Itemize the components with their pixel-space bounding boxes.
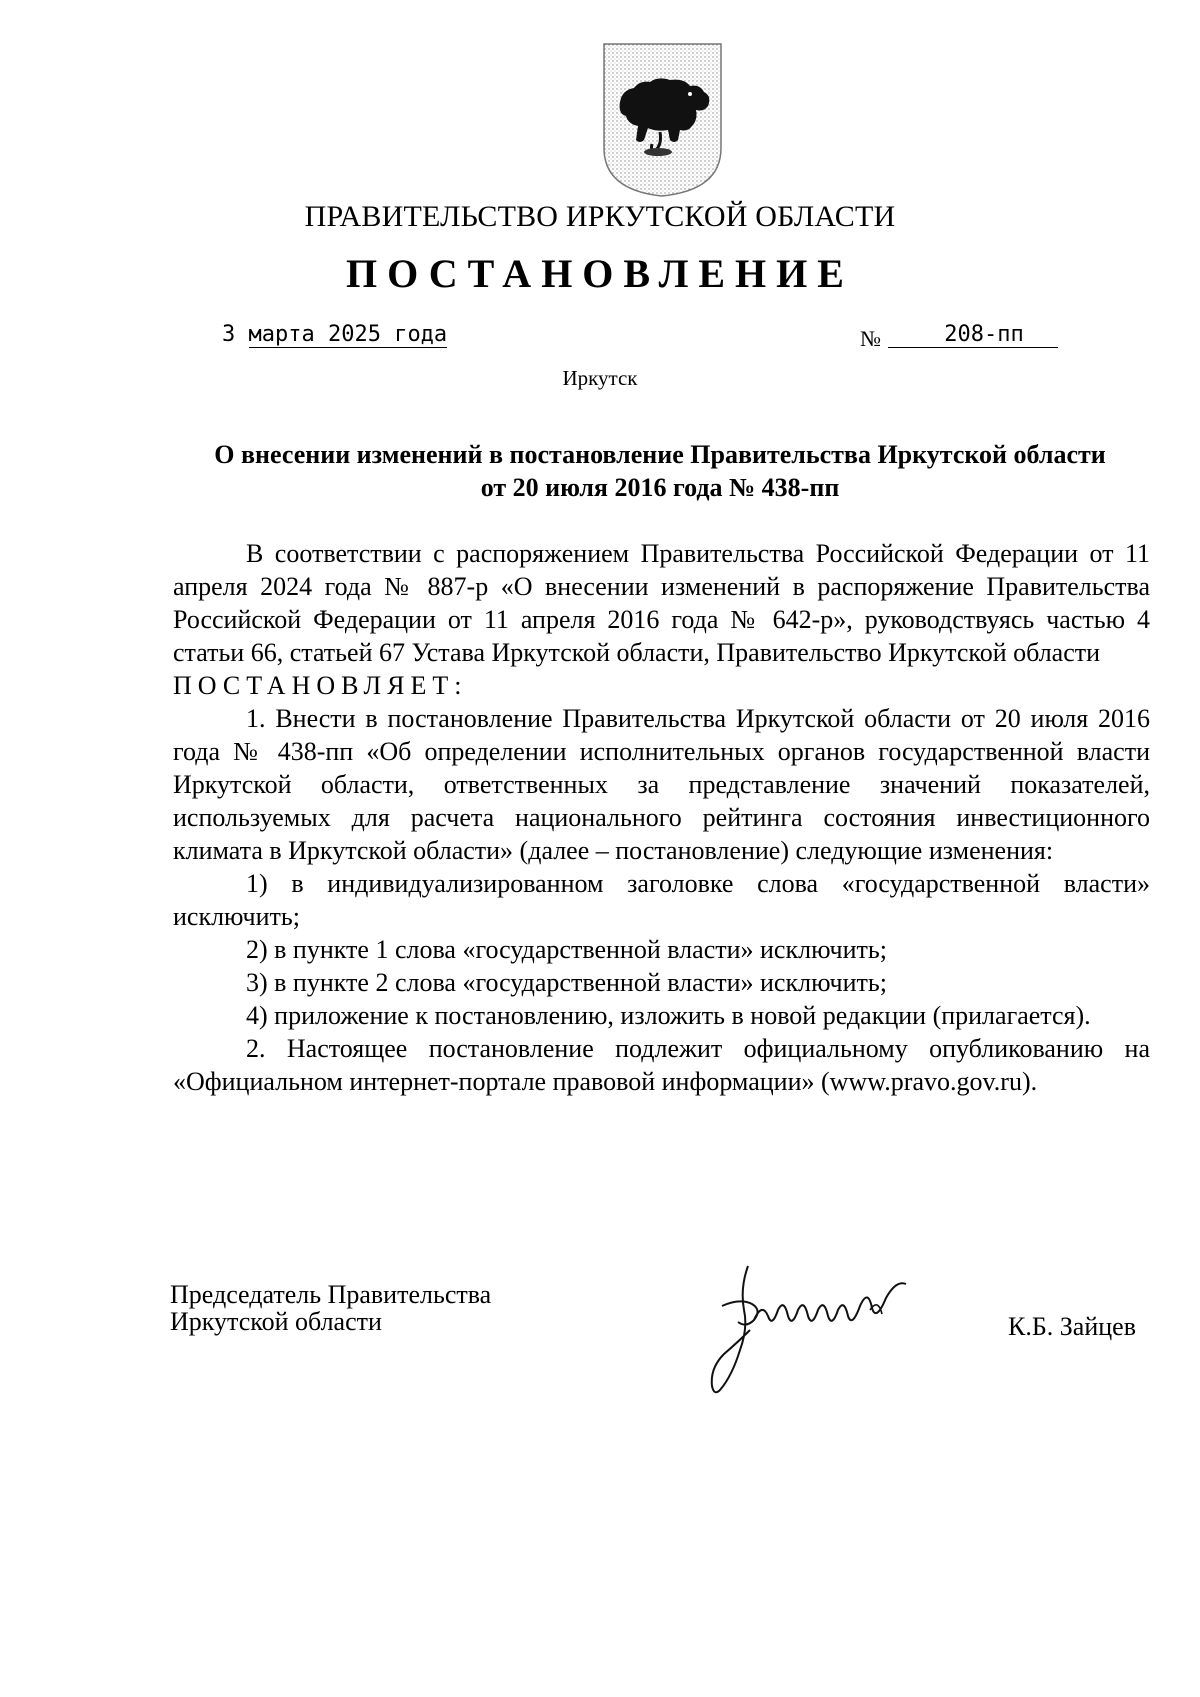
document-number: 208-пп	[888, 322, 1058, 348]
signatory-name: К.Б. Зайцев	[1008, 1312, 1136, 1341]
handwritten-signature-icon	[710, 1258, 940, 1398]
signatory-position-line-2: Иркутской области	[170, 1307, 382, 1336]
subitem-4-paragraph: 4) приложение к постановлению, изложить в новой редакции (прилагается).	[246, 1001, 1091, 1030]
date-month-year: марта 2025 года	[248, 322, 448, 347]
coat-of-arms-icon	[600, 40, 725, 200]
city: Иркутск	[562, 366, 638, 390]
date-day: 3	[222, 322, 236, 347]
subject-line-1: О внесении изменений в постановление Правительства Иркутской области	[214, 440, 1106, 469]
item-1-paragraph: 1. Внести в постановление Правительства Иркутской области от 20 июля 2016 года № 438-пп «Об определении исполнительных органов государственной власти Иркутской области, ответственных за представление значений показателей, используемых для расчета национального рейтинга состояния инвестиционного климата в Иркутской области» (далее – постановление) следующие изменения:	[173, 704, 1150, 865]
number-sign: №	[860, 326, 881, 351]
subitem-1-paragraph: 1) в индивидуализированном заголовке слова «государственной власти» исключить;	[173, 869, 1150, 931]
item-2-paragraph: 2. Настоящее постановление подлежит официальному опубликованию на «Официальном интернет-портале правовой информации» (www.pravo.gov.ru).	[173, 1034, 1150, 1096]
document-type: ПОСТАНОВЛЕНИЕ	[346, 251, 854, 296]
decree-word: ПОСТАНОВЛЯЕТ:	[173, 671, 468, 700]
document-subject	[170, 438, 1150, 504]
document-body	[173, 537, 1150, 1098]
government-title: ПРАВИТЕЛЬСТВО ИРКУТСКОЙ ОБЛАСТИ	[304, 200, 896, 233]
subitem-2-paragraph: 2) в пункте 1 слова «государственной власти» исключить;	[246, 935, 887, 964]
subitem-3-paragraph: 3) в пункте 2 слова «государственной власти» исключить;	[246, 968, 887, 997]
signatory-position-line-1: Председатель Правительства	[170, 1280, 492, 1309]
subject-line-2: от 20 июля 2016 года № 438-пп	[480, 473, 840, 502]
document-date	[222, 322, 447, 347]
signatory-position	[170, 1281, 491, 1335]
preamble-paragraph: В соответствии с распоряжением Правительства Российской Федерации от 11 апреля 2024 года № 887-р «О внесении изменений в распоряжение Правительства Российской Федерации от 11 апреля 2016 года № 642-р», руководствуясь частью 4 статьи 66, статьей 67 Устава Иркутской области, Правительство Иркутской области	[173, 539, 1150, 667]
